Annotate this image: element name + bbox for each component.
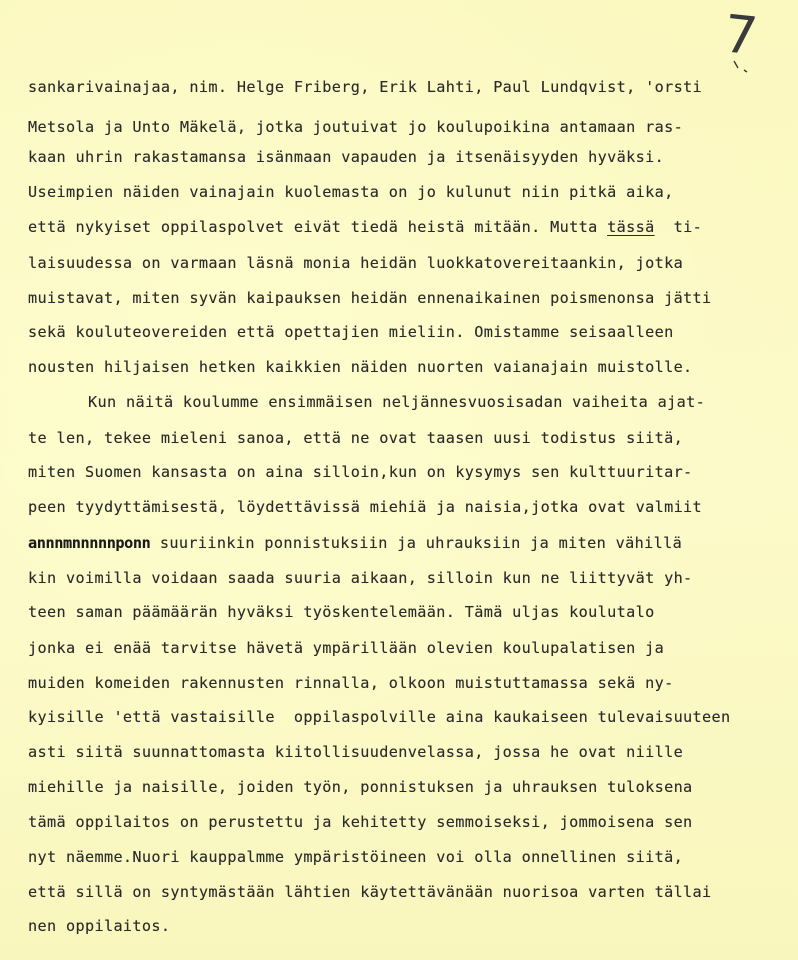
text-line: nen oppilaitos. (28, 917, 171, 935)
text-line: muistavat, miten syvän kaipauksen heidän ennenaikainen poismenonsa jätti (28, 289, 712, 307)
text-line: te len, tekee mieleni sanoa, että ne ovat taasen uusi todistus siitä, (28, 429, 684, 447)
text-line: nousten hiljaisen hetken kaikkien näiden nuorten vaianajain muistolle. (28, 358, 693, 376)
text-line: laisuudessa on varmaan läsnä monia heidän luokkatovereitaankin, jotka (28, 254, 684, 272)
text-line-rest: suuriinkin ponnistuksiin ja uhrauksiin ja miten vähillä (150, 534, 683, 552)
text-line: kyisille 'että vastaisille oppilaspolville aina kaukaiseen tulevaisuuteen (28, 708, 731, 726)
text-line: sankarivainajaa, nim. Helge Friberg, Erik Lahti, Paul Lundqvist, 'orsti (28, 78, 703, 96)
underlined-word: tässä (607, 218, 655, 236)
text-line: sekä kouluteovereiden että opettajien mieliin. Omistamme seisaalleen (28, 323, 674, 341)
text-line: Metsola ja Unto Mäkelä, jotka joutuivat jo koulupoikina antamaan ras- (28, 118, 684, 136)
text-line (28, 534, 682, 552)
text-line: kaan uhrin rakastamansa isänmaan vapauden ja itsenäisyyden hyväksi. (28, 148, 665, 166)
text-line: teen saman päämäärän hyväksi työskentelemään. Tämä uljas koulutalo (28, 603, 655, 621)
text-line: jonka ei enää tarvitse hävetä ympärillään olevien koulupalatisen ja (28, 639, 665, 657)
text-line: nyt näemme.Nuori kauppalmme ympäristöineen voi olla onnellinen siitä, (28, 848, 684, 866)
text-line: miehille ja naisille, joiden työn, ponnistuksen ja uhrauksen tuloksena (28, 778, 693, 796)
text-line: peen tyydyttämisestä, löydettävissä miehiä ja naisia,jotka ovat valmiit (28, 498, 703, 516)
text-line: Useimpien näiden vainajain kuolemasta on jo kulunut niin pitkä aika, (28, 183, 674, 201)
struck-out-text: annnmnnnnnponn (28, 534, 151, 552)
text-line: miten Suomen kansasta on aina silloin,kun on kysymys sen kulttuuritar- (28, 463, 693, 481)
page-number: 7 (720, 4, 761, 68)
text-line-end: ti- (654, 218, 703, 236)
text-line: asti siitä suunnattomasta kiitollisuudenvelassa, jossa he ovat niille (28, 743, 684, 761)
text-line: kin voimilla voidaan saada suuria aikaan, silloin kun ne liittyvät yh- (28, 569, 693, 587)
text-line: Kun näitä koulumme ensimmäisen neljännesvuosisadan vaiheita ajat- (88, 393, 706, 411)
text-line: tämä oppilaitos on perustettu ja kehitetty semmoiseksi, jommoisena sen (28, 813, 693, 831)
text-line (28, 218, 702, 236)
text-line-start: että nykyiset oppilaspolvet eivät tiedä heistä mitään. Mutta (28, 218, 608, 236)
text-line: että sillä on syntymästään lähtien käytettävänään nuorisoa varten tällai (28, 883, 712, 901)
pen-tick-mark (732, 58, 762, 74)
text-line: muiden komeiden rakennusten rinnalla, olkoon muistuttamassa sekä ny- (28, 674, 674, 692)
